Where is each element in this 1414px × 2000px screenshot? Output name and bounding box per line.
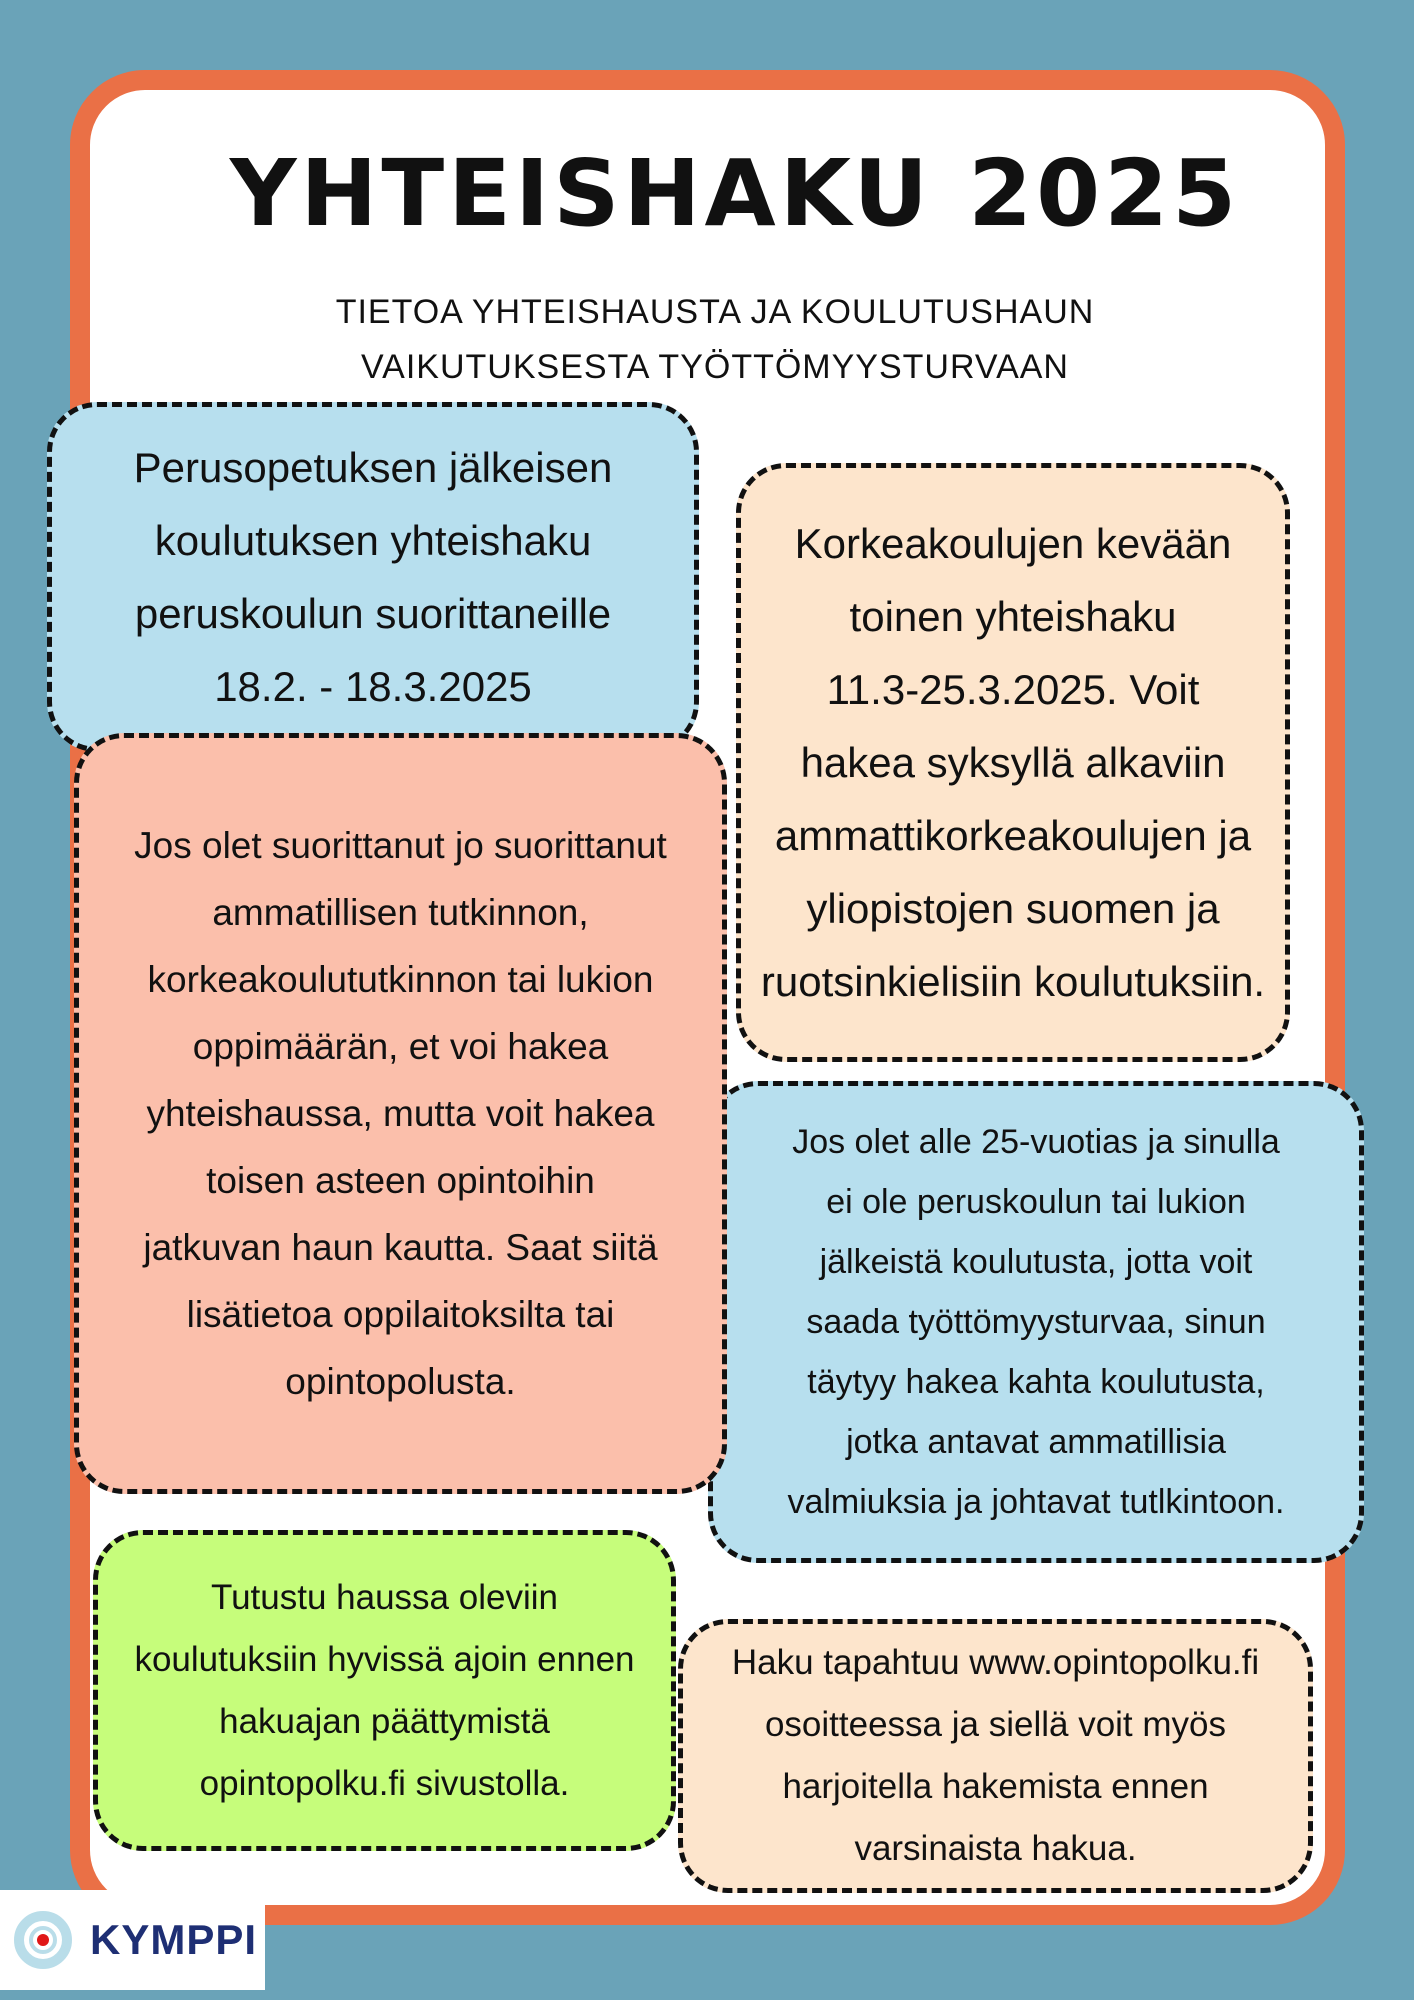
info-box-peruskoulu (47, 402, 699, 752)
box-text-line: hakea syksyllä alkaviin (800, 739, 1226, 786)
box-text-line: jälkeistä koulutusta, jotta voit (819, 1243, 1253, 1281)
info-box-haku (678, 1619, 1313, 1893)
target-icon (14, 1911, 72, 1969)
page-title: YHTEISHAKU 2025 (229, 140, 1241, 247)
box-text-line: ammattikorkeakoulujen ja (774, 812, 1252, 859)
box-text-line: saada työttömyysturvaa, sinun (806, 1303, 1266, 1341)
subtitle-line: VAIKUTUKSESTA TYÖTTÖMYYSTURVAAN (361, 348, 1069, 386)
box-text-line: koulutuksiin hyvissä ajoin ennen (134, 1639, 635, 1679)
kymppi-logo (0, 1890, 265, 1990)
subtitle (300, 285, 1130, 395)
box-text-line: Korkeakoulujen kevään (794, 520, 1232, 567)
box-text-line: hakuajan päättymistä (219, 1701, 550, 1741)
box-text-line: ruotsinkielisiin koulutuksiin. (760, 958, 1266, 1005)
box-text-line: toisen asteen opintoihin (206, 1160, 595, 1201)
box-text-line: Perusopetuksen jälkeisen (133, 444, 613, 491)
box-text-line: Tutustu haussa oleviin (211, 1577, 558, 1617)
subtitle-line: TIETOA YHTEISHAUSTA JA KOULUTUSHAUN (335, 293, 1095, 331)
box-text-line: täytyy hakea kahta koulutusta, (807, 1363, 1265, 1401)
box-text-line: valmiuksia ja johtavat tutlkintoon. (787, 1483, 1285, 1521)
box-text-line: jotka antavat ammatillisia (846, 1423, 1226, 1461)
box-text-line: 18.2. - 18.3.2025 (214, 663, 532, 710)
box-text-line: varsinaista hakua. (854, 1829, 1137, 1868)
box-text-line: toinen yhteishaku (849, 593, 1177, 640)
box-text-line: opintopolusta. (285, 1361, 516, 1402)
box-text-line: Jos olet alle 25-vuotias ja sinulla (792, 1123, 1280, 1161)
box-text-line: opintopolku.fi sivustolla. (199, 1763, 570, 1803)
box-text-line: 11.3-25.3.2025. Voit (826, 666, 1200, 713)
box-text-line: osoitteessa ja siellä voit myös (764, 1705, 1227, 1744)
box-text-line: harjoitella hakemista ennen (782, 1767, 1209, 1806)
logo-text: KYMPPI (90, 1916, 258, 1963)
info-box-tutustu (93, 1530, 676, 1851)
info-box-jatkuva-haku (74, 733, 727, 1494)
box-text-line: ei ole peruskoulun tai lukion (826, 1183, 1246, 1221)
info-box-tyottomyysturva (708, 1081, 1364, 1563)
box-text-line: ammatillisen tutkinnon, (212, 892, 589, 933)
box-text-line: peruskoulun suorittaneille (134, 590, 612, 637)
box-text-line: lisätietoa oppilaitoksilta tai (186, 1294, 615, 1335)
box-text-line: yliopistojen suomen ja (806, 885, 1220, 932)
box-text-line: jatkuvan haun kautta. Saat siitä (143, 1227, 658, 1268)
info-box-korkeakoulu (736, 463, 1290, 1062)
box-text-line: koulutuksen yhteishaku (154, 517, 592, 564)
box-text-line: korkeakoulututkinnon tai lukion (147, 959, 654, 1000)
box-text-line: Jos olet suorittanut jo suorittanut (134, 825, 667, 866)
box-text-line: oppimäärän, et voi hakea (192, 1026, 609, 1067)
box-text-line: yhteishaussa, mutta voit hakea (146, 1093, 655, 1134)
box-text-line: Haku tapahtuu www.opintopolku.fi (731, 1643, 1260, 1682)
